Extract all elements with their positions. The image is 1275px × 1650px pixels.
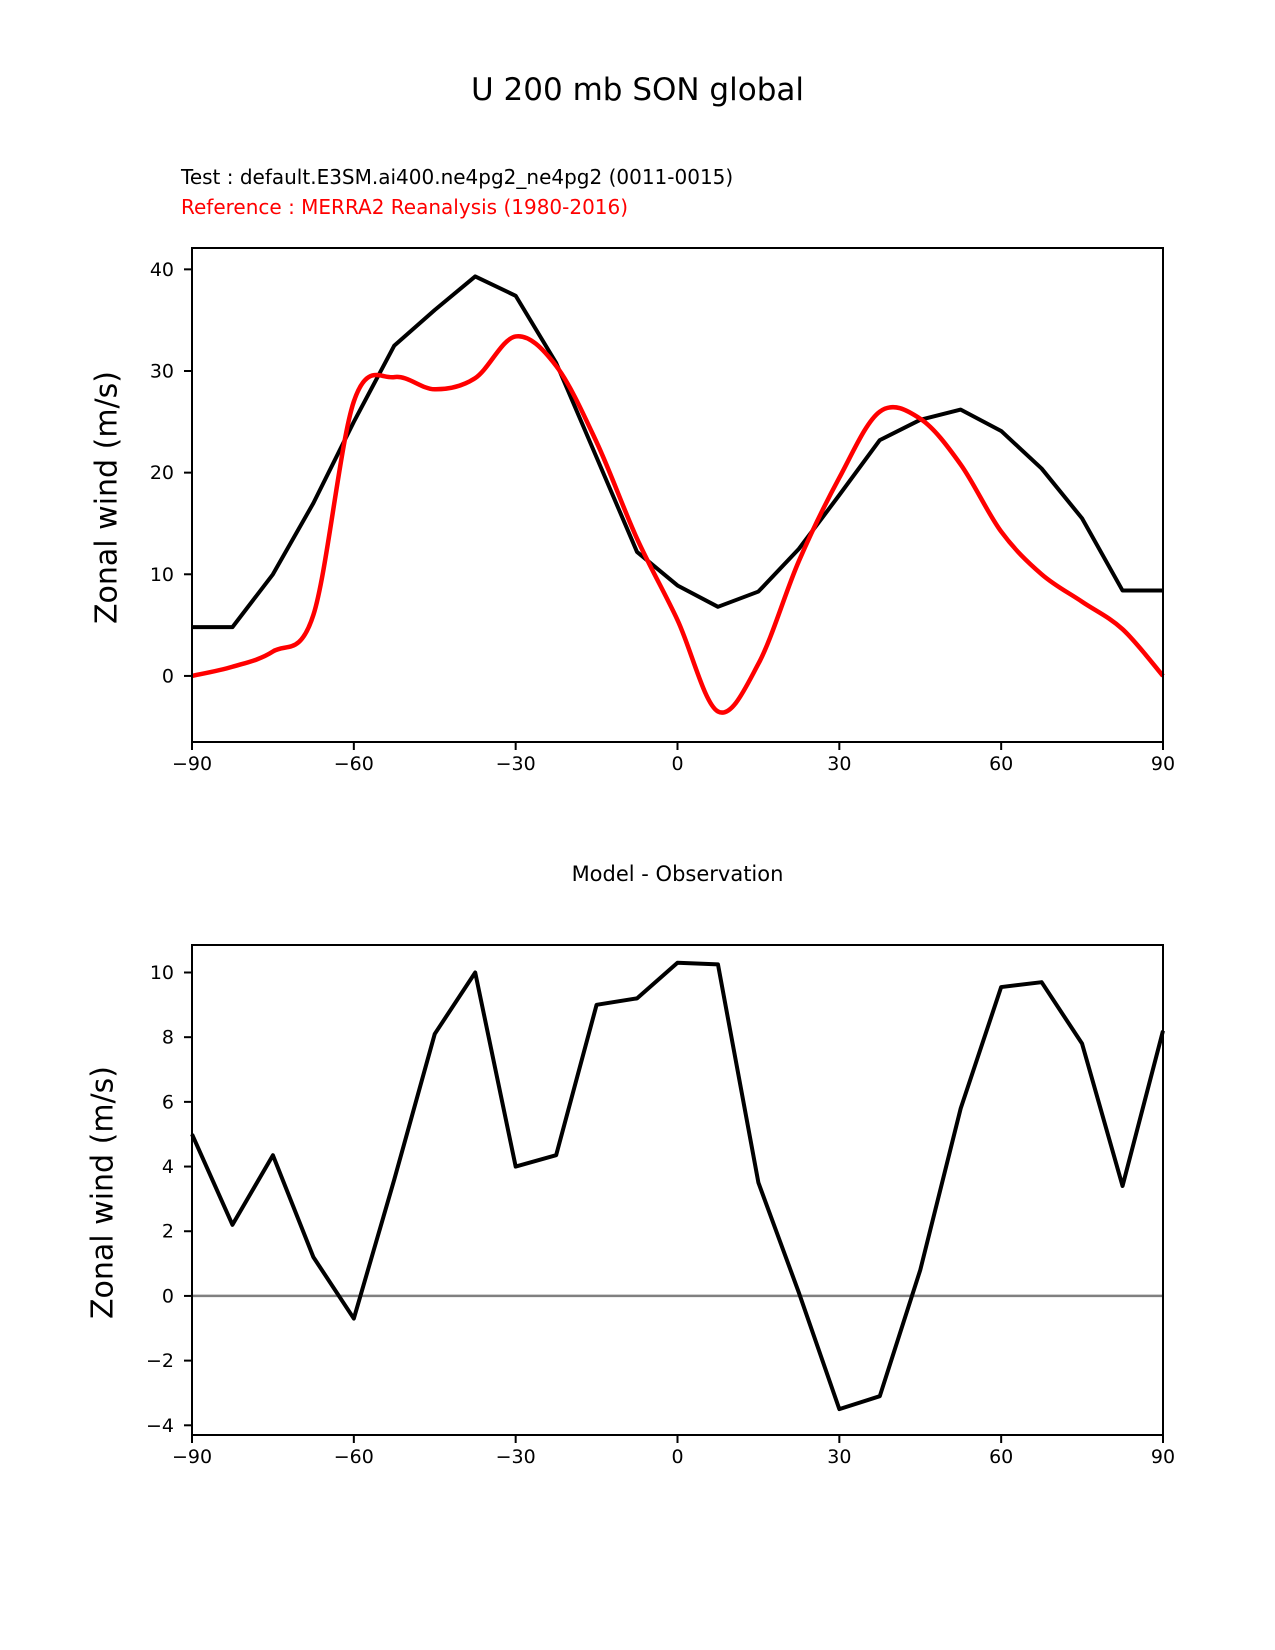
legend-reference-label: Reference : MERRA2 Reanalysis (1980-2016) — [181, 195, 629, 219]
chart1-x-tick-label: 30 — [827, 1446, 852, 1468]
chart0-x-tick-label: −30 — [495, 753, 536, 775]
chart1-x-tick-label: 0 — [671, 1446, 684, 1468]
chart0-x-tick-label: −90 — [171, 753, 213, 775]
chart0-y-tick-label: 20 — [149, 462, 174, 485]
chart0-x-tick-label: 90 — [1150, 753, 1176, 775]
chart0-y-tick-label: 30 — [149, 360, 174, 383]
chart0-x-tick-label: −60 — [333, 753, 374, 775]
chart0-y-tick-label: 10 — [149, 563, 174, 586]
chart1-y-tick-label: 4 — [161, 1156, 174, 1179]
chart0-series-1-line — [192, 336, 1163, 712]
chart0-x-tick-label: 60 — [989, 753, 1014, 775]
figure-suptitle: U 200 mb SON global — [471, 72, 804, 108]
chart1-y-tick-label: 8 — [161, 1026, 174, 1049]
chart1-x-tick-label: −30 — [495, 1446, 536, 1468]
chart1-y-tick-label: −4 — [145, 1414, 174, 1437]
chart1-series-0-line — [192, 963, 1163, 1409]
chart0-x-tick-label: 30 — [827, 753, 852, 775]
chart1-y-tick-label: 0 — [161, 1285, 174, 1308]
chart0-series-0-line — [192, 276, 1163, 627]
chart1-x-tick-label: 90 — [1150, 1446, 1176, 1468]
chart0-y-tick-label: 0 — [161, 665, 174, 688]
chart1-y-tick-label: 6 — [161, 1091, 174, 1114]
chart1-y-tick-label: 2 — [161, 1220, 174, 1243]
bottom-chart-title: Model - Observation — [571, 862, 784, 886]
top-chart-ylabel: Zonal wind (m/s) — [89, 371, 125, 625]
legend-test-label: Test : default.E3SM.ai400.ne4pg2_ne4pg2 (0011-0015) — [181, 165, 734, 189]
chart1-x-tick-label: −60 — [333, 1446, 374, 1468]
chart1-x-tick-label: −90 — [171, 1446, 213, 1468]
chart0-x-tick-label: 0 — [671, 753, 684, 775]
chart1-y-tick-label: −2 — [145, 1350, 174, 1373]
chart1-frame — [192, 945, 1163, 1435]
chart1-x-tick-label: 60 — [989, 1446, 1014, 1468]
bottom-chart-ylabel: Zonal wind (m/s) — [85, 1066, 121, 1320]
chart1-y-tick-label: 10 — [149, 961, 174, 984]
chart0-y-tick-label: 40 — [149, 258, 174, 281]
